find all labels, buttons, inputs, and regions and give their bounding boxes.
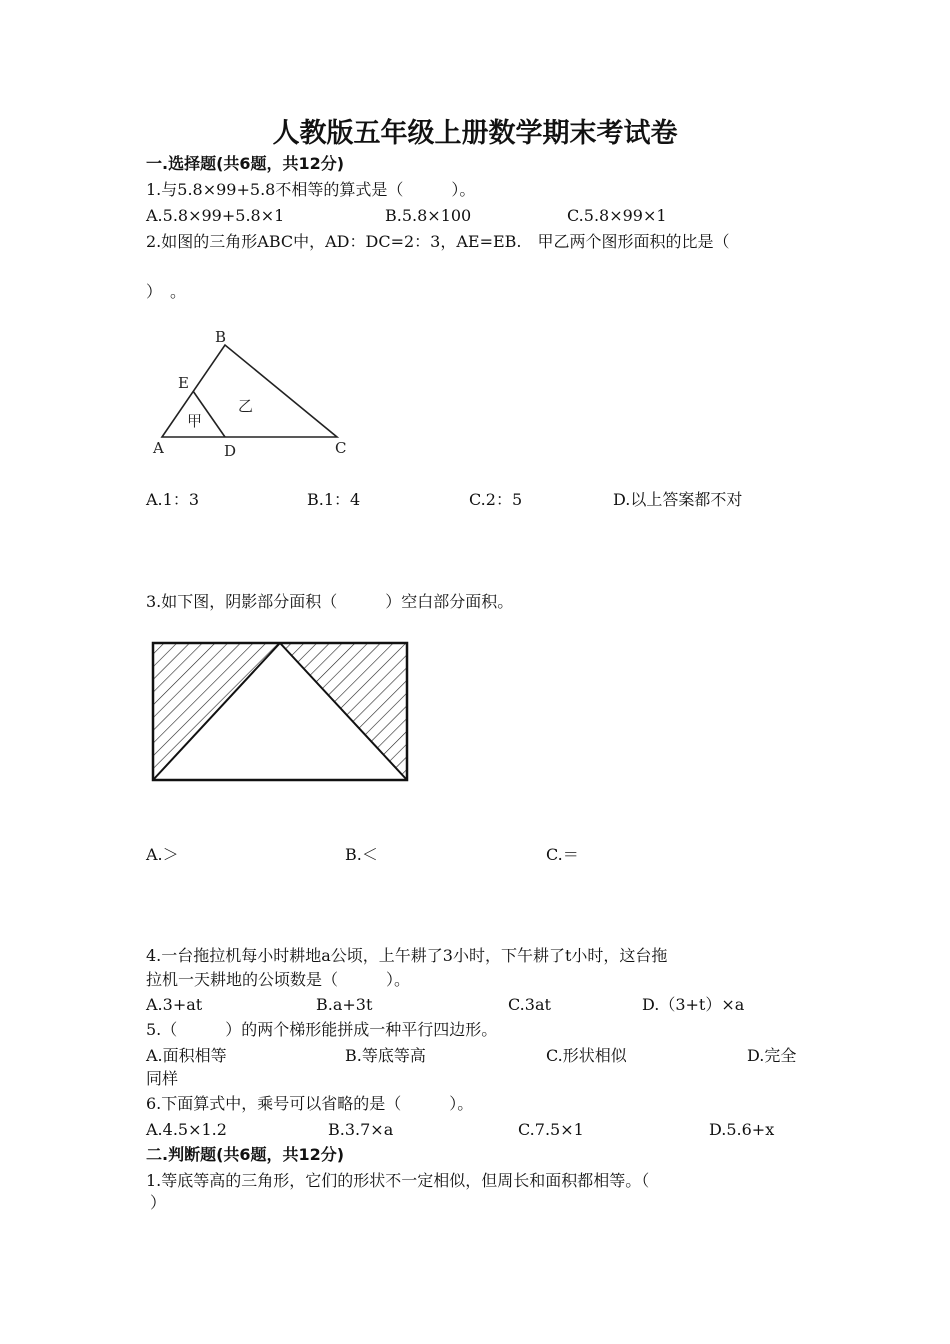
region-label-jia: 甲 <box>187 412 203 430</box>
shaded-rectangle-figure <box>152 642 408 782</box>
question-2-text-cont: ） 。 <box>146 282 187 301</box>
q4-option-b: B.a+3t <box>316 995 373 1014</box>
q5-option-b: B.等底等高 <box>345 1046 426 1065</box>
region-label-yi: 乙 <box>238 397 254 415</box>
q6-option-a: A.4.5×1.2 <box>146 1120 227 1139</box>
q5-option-a: A.面积相等 <box>146 1046 227 1065</box>
q4-option-d: D.（3+t）×a <box>642 995 745 1014</box>
vertex-label-c: C <box>335 439 347 457</box>
q5-option-d-wrap: 同样 <box>146 1069 179 1088</box>
q2-option-b: B.1：4 <box>307 490 361 509</box>
question-4-text: 4.一台拖拉机每小时耕地a公顷，上午耕了3小时，下午耕了t小时，这台拖 <box>146 946 668 965</box>
question-5-text: 5.（ ）的两个梯形能拼成一种平行四边形。 <box>146 1020 498 1039</box>
judgement-question-1-text-cont: ） <box>150 1193 167 1212</box>
q5-option-c: C.形状相似 <box>546 1046 627 1065</box>
vertex-label-e: E <box>178 374 189 392</box>
q6-option-d: D.5.6+x <box>709 1120 775 1139</box>
q2-option-d: D.以上答案都不对 <box>613 490 743 509</box>
q3-option-c: C.＝ <box>546 845 579 864</box>
q6-option-b: B.3.7×a <box>328 1120 394 1139</box>
vertex-label-a: A <box>153 439 164 457</box>
q1-option-b: B.5.8×100 <box>385 206 472 225</box>
vertex-label-d: D <box>224 442 237 460</box>
vertex-label-b: B <box>215 328 227 346</box>
section-heading-judgement: 二.判断题(共6题，共12分) <box>146 1145 345 1164</box>
q2-option-a: A.1：3 <box>146 490 200 509</box>
page-title: 人教版五年级上册数学期末考试卷 <box>272 118 678 149</box>
q4-option-c: C.3at <box>508 995 551 1014</box>
question-4-text-cont: 拉机一天耕地的公顷数是（ ）。 <box>146 970 411 989</box>
q5-option-d: D.完全 <box>747 1046 797 1065</box>
triangle-abc-figure <box>150 325 350 465</box>
q3-option-b: B.＜ <box>345 845 378 864</box>
section-heading-choice: 一.选择题(共6题，共12分) <box>146 154 345 173</box>
q1-option-a: A.5.8×99+5.8×1 <box>146 206 285 225</box>
judgement-question-1-text: 1.等底等高的三角形，它们的形状不一定相似，但周长和面积都相等。（ <box>146 1171 650 1190</box>
q1-option-c: C.5.8×99×1 <box>567 206 667 225</box>
question-6-text: 6.下面算式中，乘号可以省略的是（ ）。 <box>146 1094 474 1113</box>
question-3-text: 3.如下图，阴影部分面积（ ）空白部分面积。 <box>146 592 514 611</box>
q2-option-c: C.2：5 <box>469 490 523 509</box>
q4-option-a: A.3+at <box>146 995 203 1014</box>
question-2-text: 2.如图的三角形ABC中，AD：DC=2：3，AE=EB. 甲乙两个图形面积的比是（ <box>146 232 730 251</box>
q6-option-c: C.7.5×1 <box>518 1120 584 1139</box>
q3-option-a: A.＞ <box>146 845 179 864</box>
question-1-text: 1.与5.8×99+5.8不相等的算式是（ ）。 <box>146 180 476 199</box>
